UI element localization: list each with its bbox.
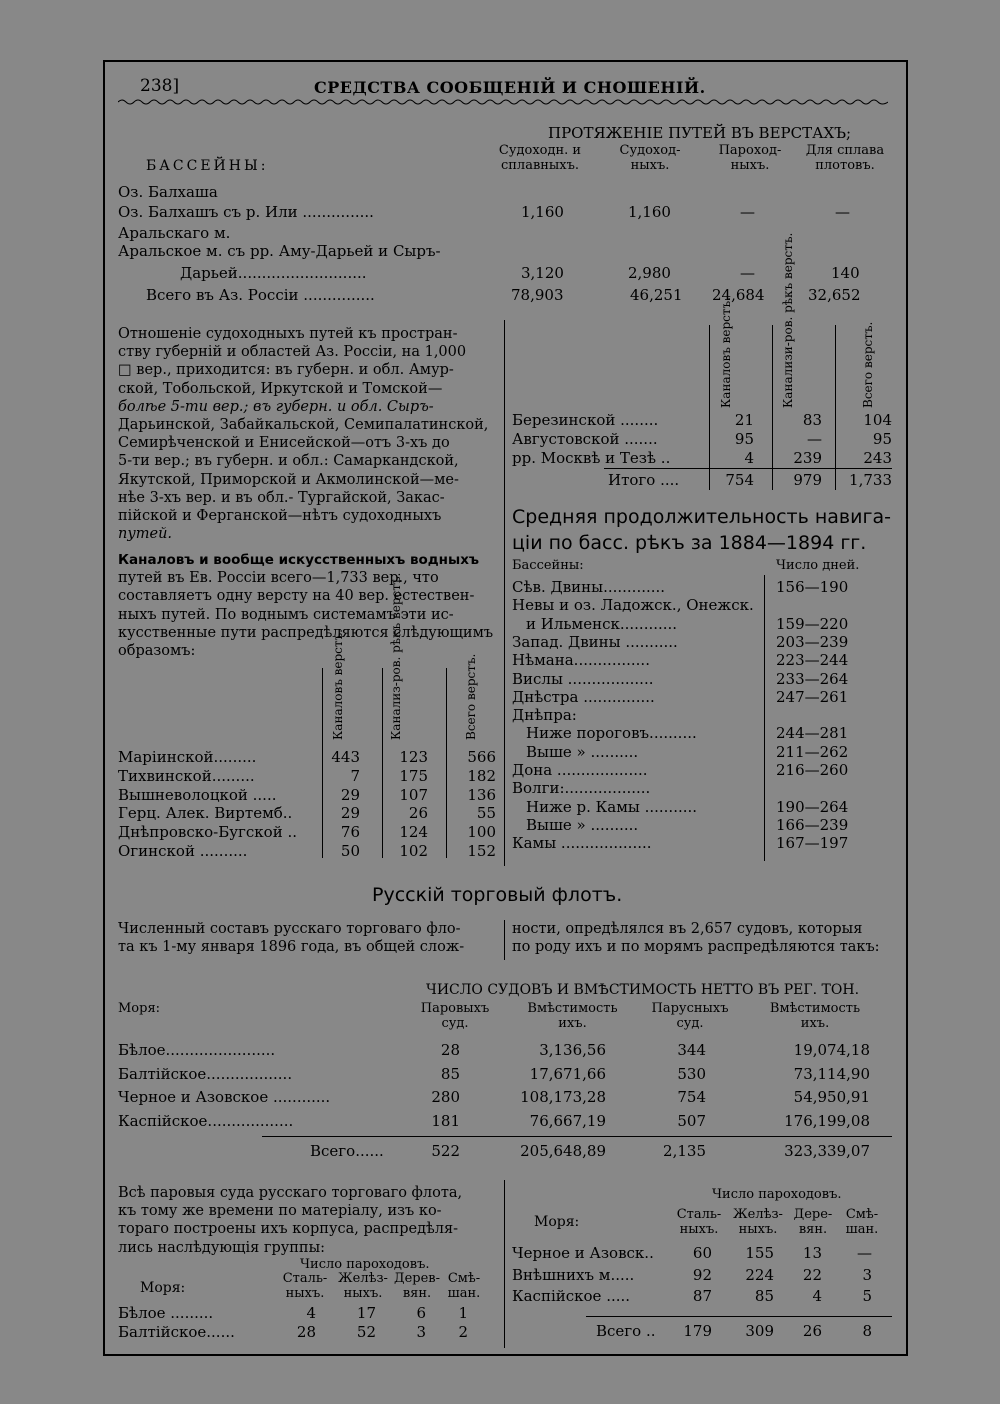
- table-rule: [382, 668, 383, 858]
- table-col-header: Желѣз- ныхъ.: [338, 1271, 388, 1301]
- table-col-header: Каналовъ верстъ.: [331, 629, 345, 740]
- page-title: СРЕДСТВА СООБЩЕНІЙ И СНОШЕНІЙ.: [314, 78, 706, 97]
- table-col-header: Пароход- ныхъ.: [718, 143, 782, 173]
- paragraph-waterways-ratio: Отношеніе судоходныхъ путей къ простран- ству губерній и областей Аз. Россіи, на 1,000 □ вер., приходится: въ губерн. и обл. Амур- ской, Тобольской, Иркутской и Томской— болѣе 5-ти вер.; въ губерн. и обл. Сыръ- Дарьинской, Забайкальской, Семипалатинской, Семирѣченской и Енисейской—отъ 3-хъ до 5-ти вер.; въ губерн. и обл.: Самаркандской, Якутской, Приморской и Акмолинской—ме- нѣе 3-хъ вер. и въ обл.- Тургайской, Закас- пійской и Ферганской—нѣтъ судоходныхъ путей.: [118, 326, 489, 543]
- table-col-header: Вмѣстимость ихъ.: [769, 1001, 861, 1031]
- table-group-header: ЧИСЛО СУДОВЪ И ВМѢСТИМОСТЬ НЕТТО ВЪ РЕГ. ТОН.: [426, 982, 860, 998]
- table-rule: [835, 325, 836, 490]
- table-col-header: Вмѣстимость ихъ.: [527, 1001, 618, 1031]
- page-number: 238]: [140, 76, 180, 96]
- table-group-header: Число пароходовъ.: [300, 1257, 430, 1272]
- column-divider: [504, 320, 505, 866]
- table-col-header: Всего верстъ.: [464, 653, 478, 740]
- table-col-header: Всего верстъ.: [861, 321, 875, 408]
- section-title: Русскій торговый флотъ.: [372, 884, 623, 906]
- table-col-header: Канализ-ров. рѣкъ верстъ.: [389, 572, 403, 740]
- navigation-col-header: Бассейны:: [512, 558, 584, 573]
- table-col-header: Смѣ- шан.: [845, 1207, 879, 1237]
- navigation-title-line2: ціи по басс. рѣкъ за 1884—1894 гг.: [512, 532, 867, 554]
- navigation-title-line1: Средняя продолжительность навига-: [512, 506, 891, 528]
- column-divider: [504, 920, 505, 960]
- table-col-header: Для сплава плотовъ.: [805, 143, 885, 173]
- table-col-header: Судоходн. и сплавныхъ.: [498, 143, 582, 173]
- table-col0-header: Моря:: [118, 1001, 161, 1016]
- paragraph-fleet-intro-left: Численный составъ русскаго торговаго фло- та къ 1-му января 1896 года, въ общей слож-: [118, 921, 465, 956]
- total-rule: [262, 1136, 892, 1137]
- paragraph-canals: Каналовъ и вообще искусственныхъ водныхъ путей въ Ев. Россіи всего—1,733 вер., что составляетъ одну версту на 40 вер. естествен- ныхъ путей. По воднымъ системамъ эти ис- кусственные пути распредѣляются слѣдующимъ образомъ:: [118, 552, 494, 660]
- table-col-header: Парусныхъ суд.: [651, 1001, 729, 1031]
- table-rule: [446, 668, 447, 858]
- table-group-header: Число пароходовъ.: [712, 1187, 842, 1202]
- table-col0-header: Моря:: [534, 1214, 580, 1230]
- wavy-divider: [118, 98, 888, 106]
- table-col-header: Судоход- ныхъ.: [619, 143, 681, 173]
- table-group-header: ПРОТЯЖЕНІЕ ПУТЕЙ ВЪ ВЕРСТАХЪ;: [548, 124, 852, 142]
- table-rule: [764, 575, 765, 861]
- table-col-header: Сталь- ныхъ.: [282, 1271, 328, 1301]
- total-rule: [586, 1316, 892, 1317]
- table-col-header: Каналовъ верстъ.: [719, 297, 733, 408]
- paragraph-material: Всѣ паровыя суда русскаго торговаго флота, къ тому же времени по матеріалу, изъ ко- тораго построены ихъ корпуса, распредѣля- лись наслѣдующія группы:: [118, 1185, 463, 1256]
- table-col0-header: Моря:: [140, 1280, 186, 1296]
- table-col0-header: БАССЕЙНЫ:: [146, 158, 269, 174]
- navigation-col-header: Число дней.: [776, 558, 860, 573]
- paragraph-fleet-intro-right: ности, опредѣлялся въ 2,657 судовъ, которыя по роду ихъ и по морямъ распредѣляются такъ:: [512, 921, 880, 956]
- total-rule: [604, 468, 892, 469]
- table-col-header: Канализи-ров. рѣкъ верстъ.: [781, 232, 795, 408]
- table-col-header: Дере- вян.: [793, 1207, 833, 1237]
- table-col-header: Желѣз- ныхъ.: [733, 1207, 783, 1237]
- table-col-header: Дерев- вян.: [394, 1271, 440, 1301]
- column-divider: [504, 1180, 505, 1348]
- table-col-header: Смѣ- шан.: [447, 1271, 481, 1301]
- table-col-header: Сталь- ныхъ.: [676, 1207, 722, 1237]
- table-col-header: Паровыхъ суд.: [420, 1001, 490, 1031]
